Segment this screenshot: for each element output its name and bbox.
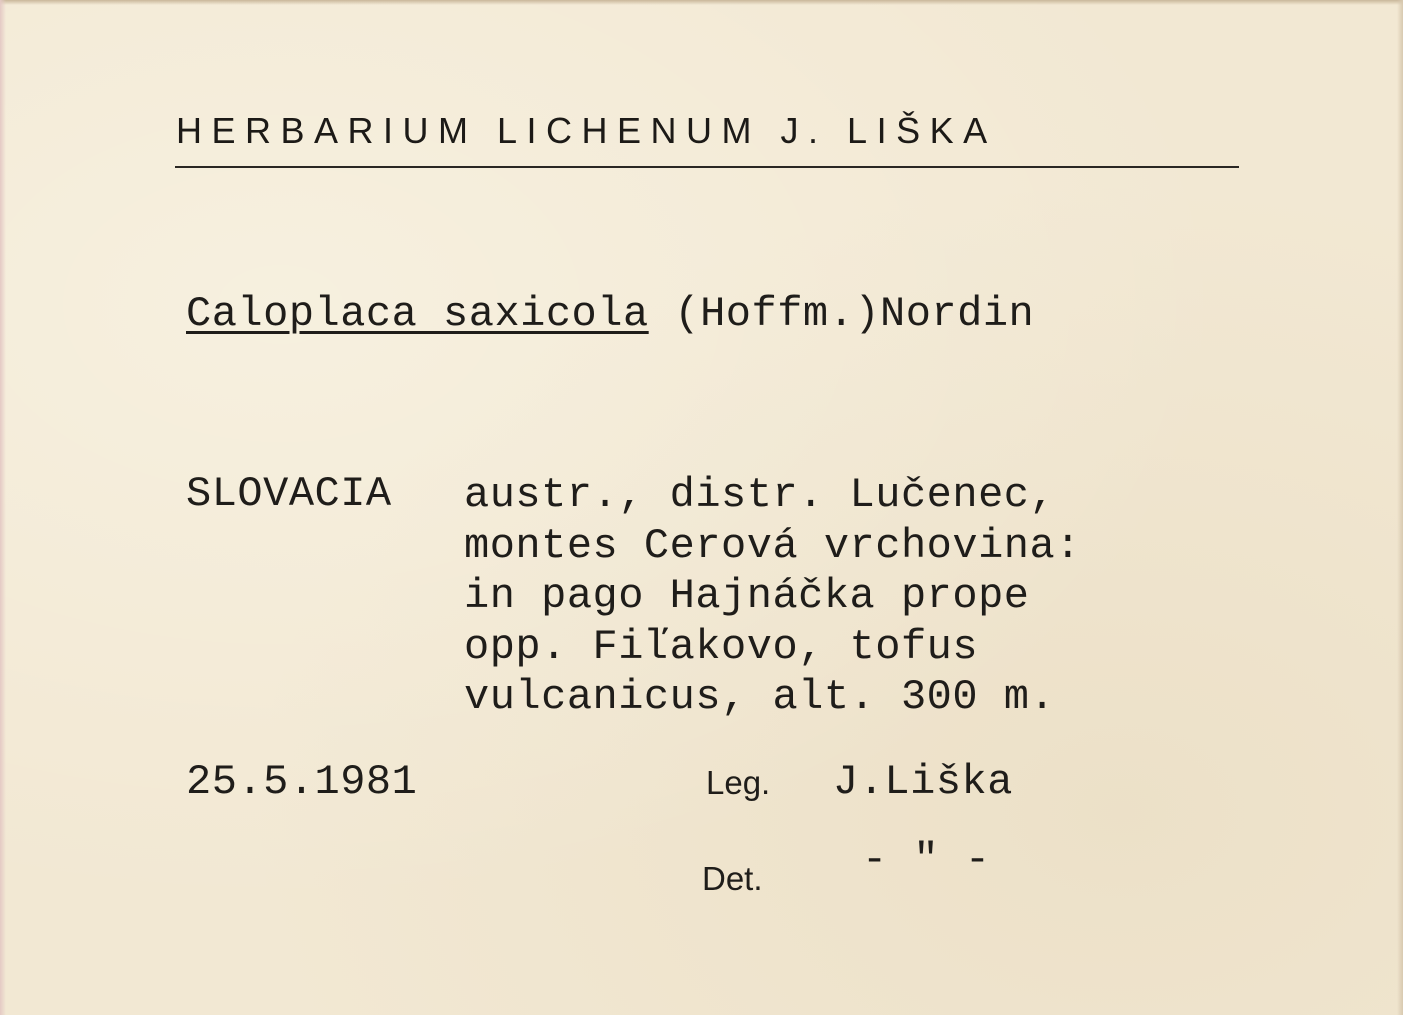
paper-edge-left bbox=[0, 0, 6, 1015]
header-divider bbox=[175, 166, 1239, 168]
species-name: Caloplaca saxicola bbox=[186, 290, 649, 338]
paper-edge-right bbox=[1397, 0, 1403, 1015]
country-name: SLOVACIA bbox=[186, 470, 392, 518]
determiner-name: - " - bbox=[862, 836, 991, 884]
det-label: Det. bbox=[702, 860, 763, 897]
leg-label: Leg. bbox=[706, 764, 771, 801]
species-authority: (Hoffm.)Nordin bbox=[648, 290, 1035, 338]
herbarium-title: HERBARIUM LICHENUM J. LIŠKA bbox=[176, 110, 997, 151]
species-line bbox=[186, 290, 1034, 338]
locality-description: austr., distr. Lučenec, montes Cerová vrchovina: in pago Hajnáčka prope opp. Fiľakovo, tofus vulcanicus, alt. 300 m. bbox=[464, 471, 1081, 721]
paper-edge-top bbox=[0, 0, 1403, 5]
collector-name: J.Liška bbox=[833, 758, 1013, 806]
collection-date: 25.5.1981 bbox=[186, 758, 418, 806]
